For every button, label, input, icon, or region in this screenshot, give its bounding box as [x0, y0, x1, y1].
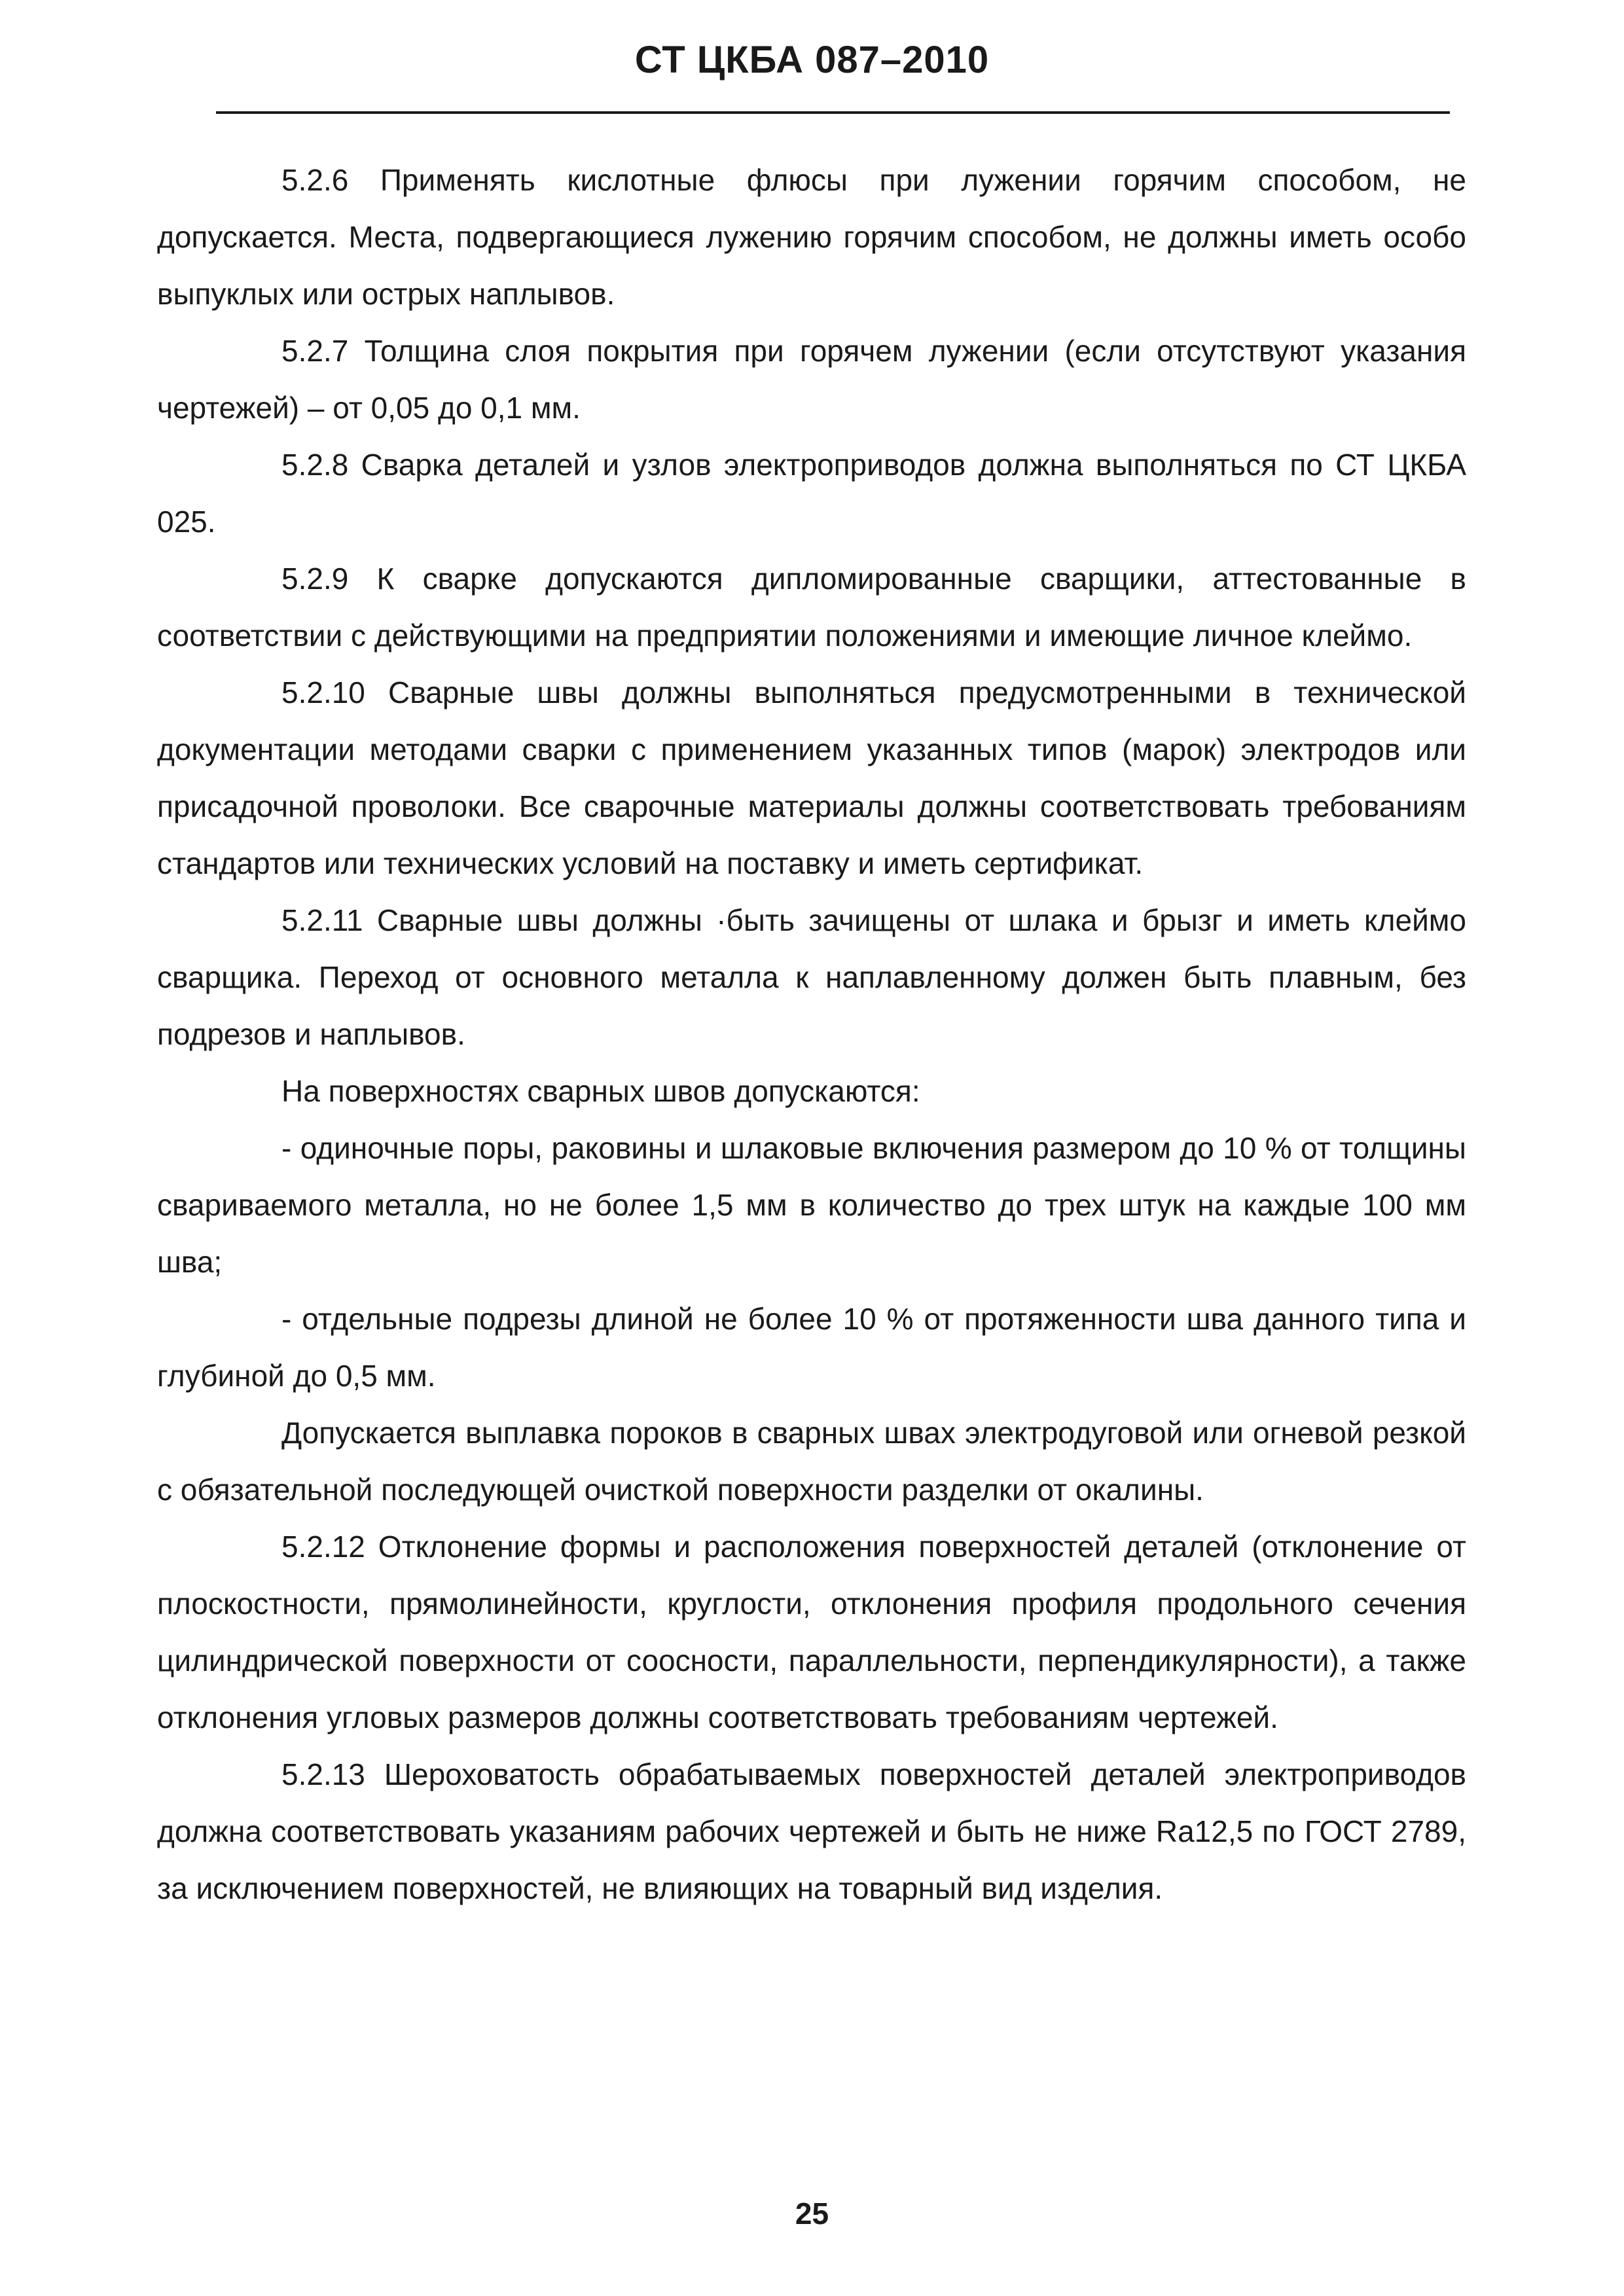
paragraph-defect-removal: Допускается выплавка пороков в сварных швах электродуговой или огневой резкой с обязательной последующей очисткой поверхности разделки от окалины. — [157, 1416, 1466, 1507]
paragraph-5-2-9: 5.2.9 К сварке допускаются дипломированные сварщики, аттестованные в соответствии с действующими на предприятии положениями и имеющие личное клеймо. — [157, 562, 1466, 653]
list-item-undercuts: - отдельные подрезы длиной не более 10 % от протяженности шва данного типа и глубиной до 0,5 мм. — [157, 1302, 1466, 1393]
paragraph-allowed-intro: На поверхностях сварных швов допускаются: — [281, 1074, 920, 1108]
header-divider — [216, 111, 1450, 114]
paragraph-5-2-11: 5.2.11 Сварные швы должны ·быть зачищены от шлака и брызг и иметь клеймо сварщика. Переход от основного металла к наплавленному должен быть плавным, без подрезов и наплывов. — [157, 903, 1466, 1051]
list-item-pores: - одиночные поры, раковины и шлаковые включения размером до 10 % от толщины свариваемого металла, но не более 1,5 мм в количество до трех штук на каждые 100 мм шва; — [157, 1131, 1466, 1279]
paragraph-5-2-12: 5.2.12 Отклонение формы и расположения поверхностей деталей (отклонение от плоскостности, прямолинейности, круглости, отклонения профиля продольного сечения цилиндрической поверхности от соосности, параллельности, перпендикулярности), а также отклонения угловых размеров должны соответствовать требованиям чертежей. — [157, 1530, 1466, 1734]
document-header: СТ ЦКБА 087–2010 — [634, 39, 990, 81]
document-body — [157, 152, 1466, 1917]
paragraph-5-2-10: 5.2.10 Сварные швы должны выполняться предусмотренными в технической документации методами сварки с применением указанных типов (марок) электродов или присадочной проволоки. Все сварочные материалы должны соответствовать требованиям стандартов или технических условий на поставку и иметь сертификат. — [157, 675, 1466, 880]
page-number: 25 — [795, 2197, 829, 2231]
paragraph-5-2-7: 5.2.7 Толщина слоя покрытия при горячем лужении (если отсутствуют указания чертежей) – от 0,05 до 0,1 мм. — [157, 334, 1466, 425]
paragraph-5-2-8: 5.2.8 Сварка деталей и узлов электроприводов должна выполняться по СТ ЦКБА 025. — [157, 448, 1466, 539]
paragraph-5-2-6: 5.2.6 Применять кислотные флюсы при лужении горячим способом, не допускается. Места, подвергающиеся лужению горячим способом, не должны иметь особо выпуклых или острых наплывов. — [157, 163, 1466, 311]
paragraph-5-2-13: 5.2.13 Шероховатость обрабатываемых поверхностей деталей электроприводов должна соответствовать указаниям рабочих чертежей и быть не ниже Ra12,5 по ГОСТ 2789, за исключением поверхностей, не влияющих на товарный вид изделия. — [157, 1757, 1466, 1905]
